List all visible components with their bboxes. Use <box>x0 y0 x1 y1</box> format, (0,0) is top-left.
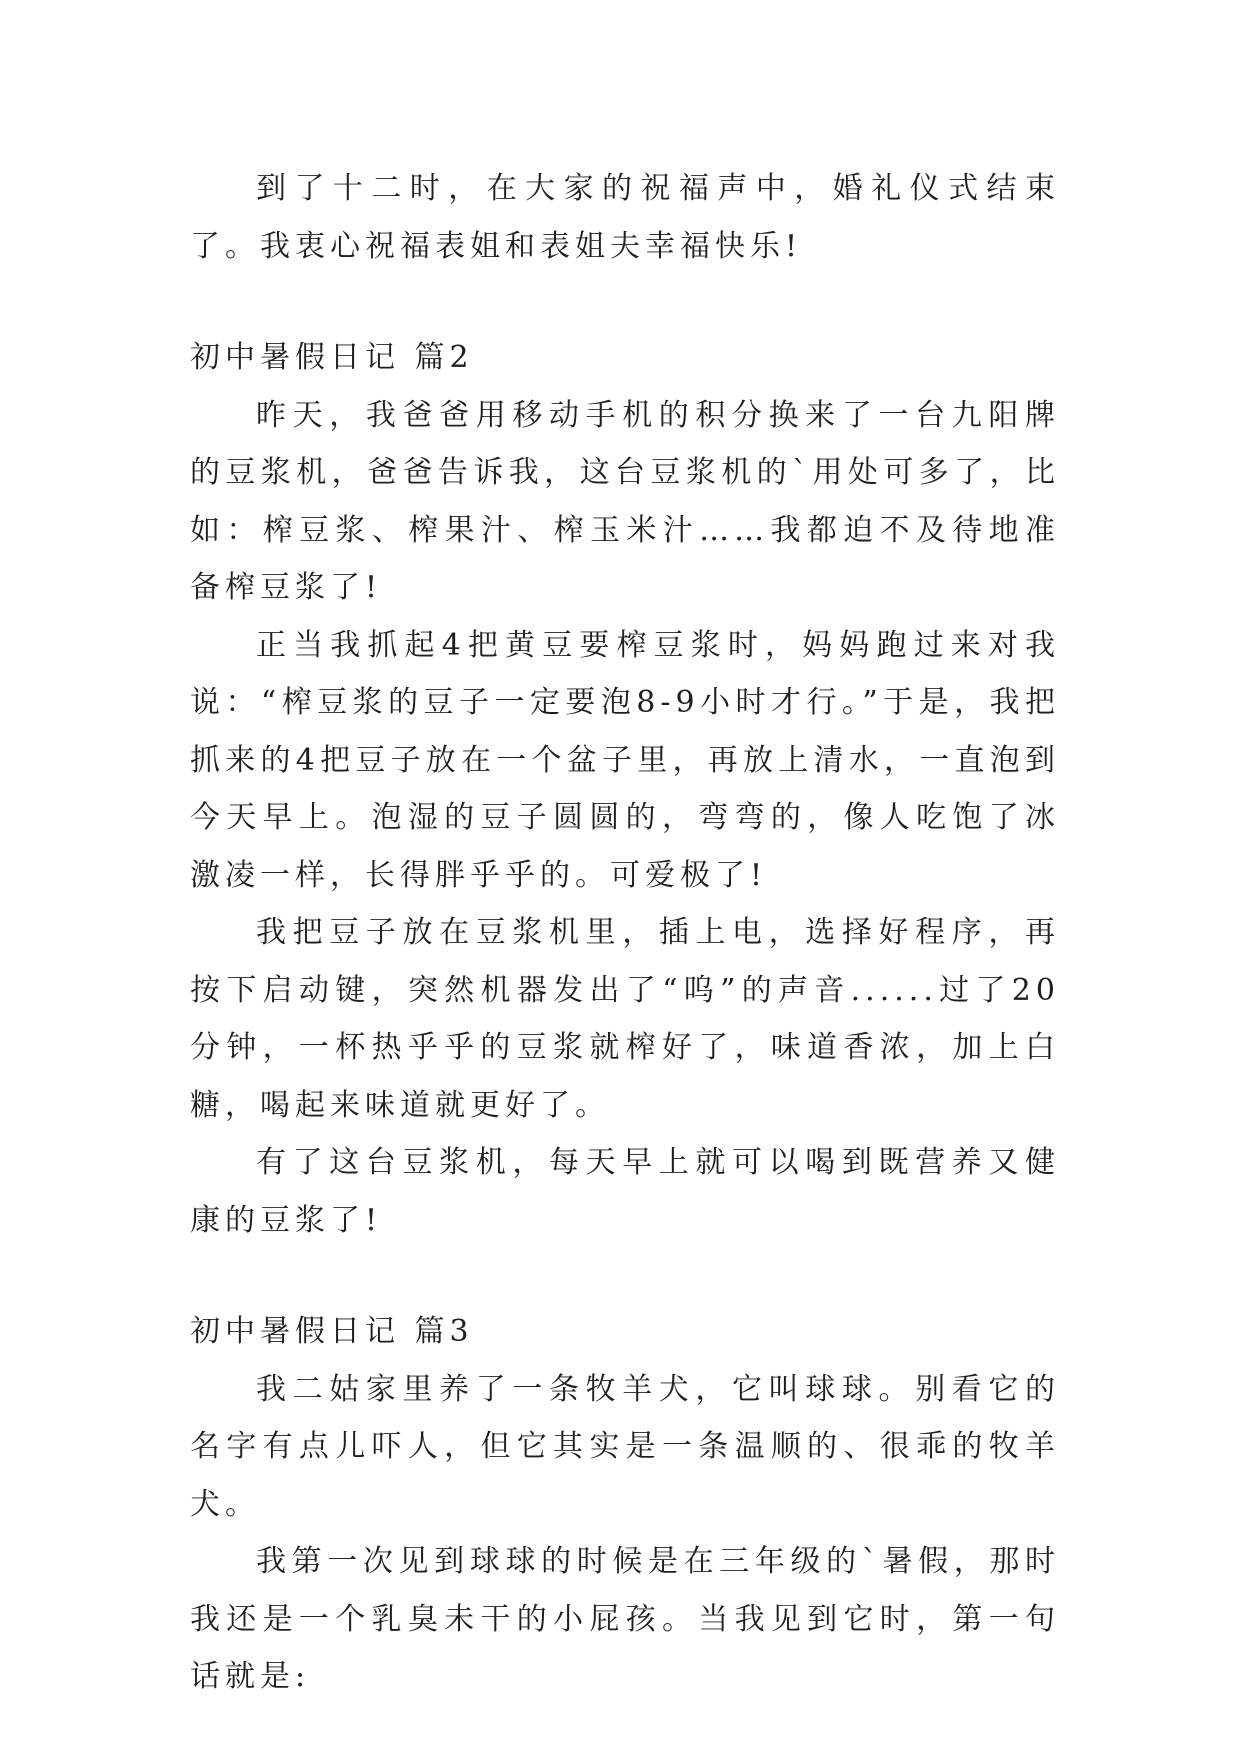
paragraph: 昨天，我爸爸用移动手机的积分换来了一台九阳牌的豆浆机，爸爸告诉我，这台豆浆机的`用处可多了，比如：榨豆浆、榨果汁、榨玉米汁……我都迫不及待地准备榨豆浆了! <box>190 397 1060 605</box>
section-gap <box>190 275 1060 329</box>
section-heading: 初中暑假日记 篇3 <box>190 1314 474 1349</box>
paragraph: 我把豆子放在豆浆机里，插上电，选择好程序，再按下启动键，突然机器发出了“呜”的声音......过了20分钟，一杯热乎乎的豆浆就榨好了，味道香浓，加上白糖，喝起来味道就更好了。 <box>190 915 1060 1123</box>
paragraph: 正当我抓起4把黄豆要榨豆浆时，妈妈跑过来对我说：“榨豆浆的豆子一定要泡8-9小时才行。”于是，我把抓来的4把豆子放在一个盆子里，再放上清水，一直泡到今天早上。泡湿的豆子圆圆的，弯弯的，像人吃饱了冰激凌一样，长得胖乎乎的。可爱极了! <box>190 627 1060 893</box>
paragraph: 我二姑家里养了一条牧羊犬，它叫球球。别看它的名字有点儿吓人，但它其实是一条温顺的、很乖的牧羊犬。 <box>190 1371 1060 1522</box>
paragraph: 有了这台豆浆机，每天早上就可以喝到既营养又健康的豆浆了! <box>190 1145 1060 1238</box>
section-heading: 初中暑假日记 篇2 <box>190 340 474 375</box>
paragraph: 我第一次见到球球的时候是在三年级的`暑假，那时我还是一个乳臭未干的小屁孩。当我见到它时，第一句话就是: <box>190 1544 1060 1694</box>
section-gap <box>190 1249 1060 1303</box>
document-body <box>190 160 1060 1706</box>
paragraph: 到了十二时，在大家的祝福声中，婚礼仪式结束了。我衷心祝福表姐和表姐夫幸福快乐! <box>190 171 1060 264</box>
